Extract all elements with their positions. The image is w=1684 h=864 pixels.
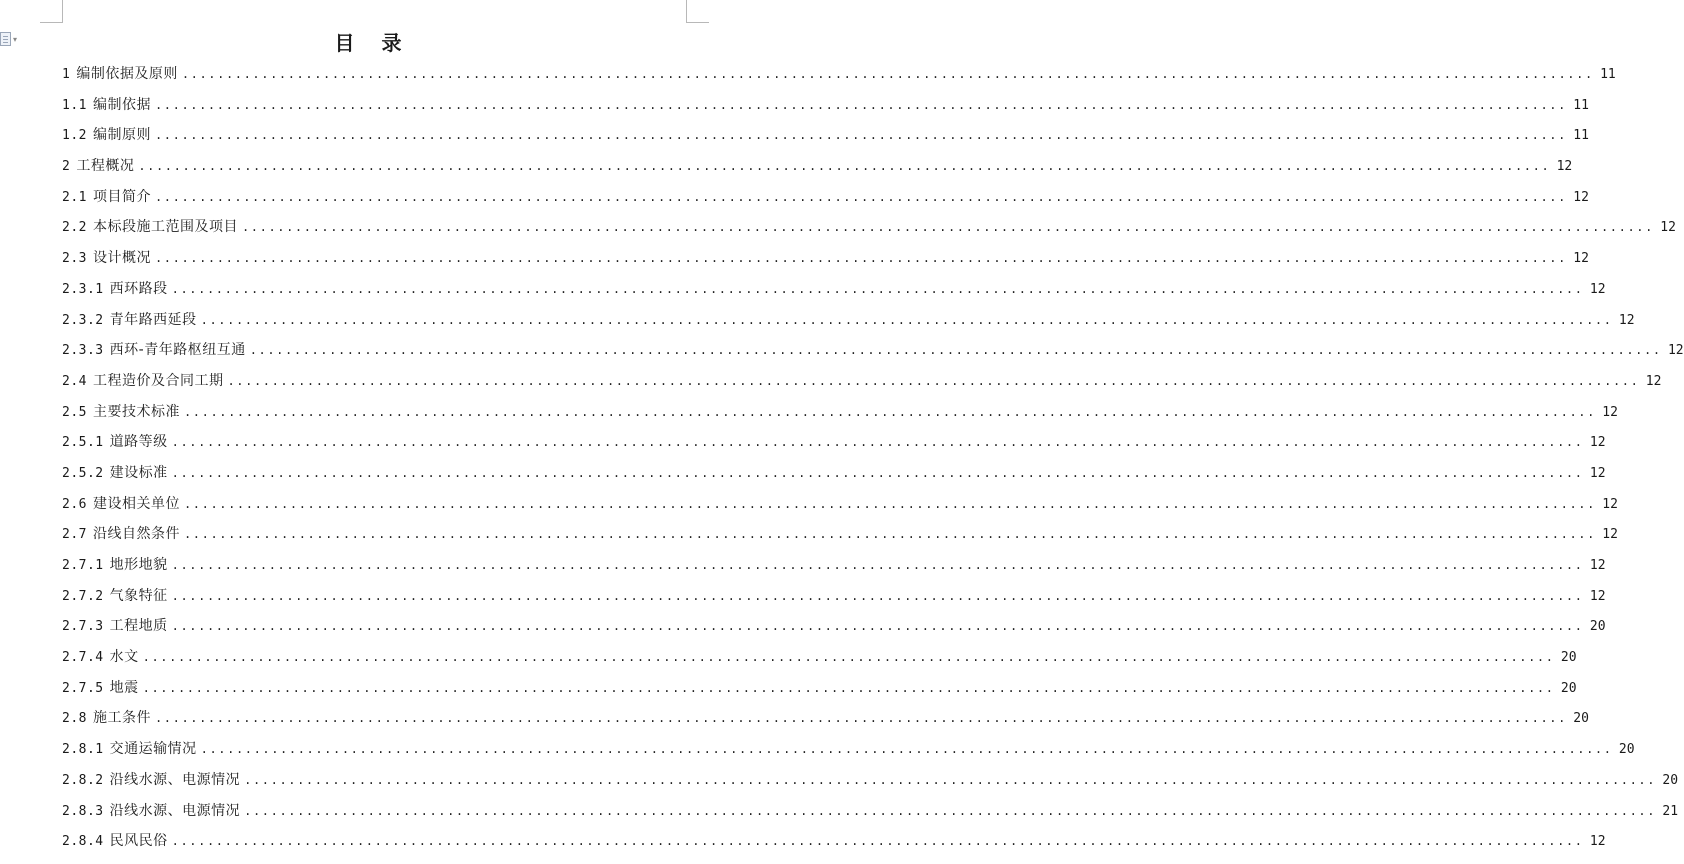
toc-entry-number: 2.2 [62, 220, 87, 236]
toc-entry-page: 12 [1602, 527, 1618, 543]
toc-entry-page: 11 [1573, 97, 1589, 113]
toc-entry-text: 西环路段 [109, 280, 168, 297]
toc-entry-text: 沿线水源、电源情况 [109, 802, 241, 819]
toc-entry-page: 21 [1662, 803, 1679, 819]
toc-entry-number: 2.1 [62, 189, 87, 205]
toc-entry[interactable] [62, 212, 1676, 243]
dot-leader: ................................................................................................................................................................ [142, 680, 1555, 695]
toc-entry-text: 道路等级 [109, 434, 168, 451]
toc-entry[interactable] [62, 673, 1577, 704]
toc-entry-number: 1.1 [62, 97, 87, 113]
dot-leader: ................................................................................................................................................................ [183, 404, 1596, 419]
dot-leader: ................................................................................................................................................................ [171, 558, 1584, 572]
toc-entry-number: 2.4 [62, 373, 87, 389]
toc-entry-text: 本标段施工范围及项目 [92, 219, 238, 236]
toc-entry-number: 2.8.2 [62, 772, 104, 788]
toc-entry-number: 2.7.5 [62, 680, 104, 696]
dot-leader: ................................................................................................................................................................ [154, 97, 1567, 112]
dot-leader: ................................................................................................................................................................ [181, 67, 1594, 81]
dot-leader: ................................................................................................................................................................ [154, 189, 1567, 204]
toc-entry-text: 编制依据 [92, 96, 151, 113]
toc-title: 目 录 [334, 31, 412, 55]
toc-entry-number: 2.6 [62, 496, 87, 512]
toc-entry[interactable] [62, 550, 1606, 581]
table-of-contents [62, 59, 1684, 857]
dot-leader: ................................................................................................................................................................ [171, 588, 1584, 603]
toc-entry-number: 1.2 [62, 128, 87, 144]
toc-entry-page: 12 [1589, 558, 1606, 573]
toc-entry-page: 12 [1556, 159, 1573, 175]
toc-entry-text: 施工条件 [92, 710, 151, 727]
toc-entry-text: 工程造价及合同工期 [92, 372, 224, 389]
dot-leader: ................................................................................................................................................................ [183, 496, 1596, 511]
toc-entry[interactable] [62, 796, 1679, 827]
toc-entry-number: 2.8 [62, 711, 87, 727]
toc-entry-number: 2.5.2 [62, 465, 104, 481]
dot-leader: ................................................................................................................................................................ [227, 373, 1640, 388]
toc-entry-number: 2.7.3 [62, 619, 104, 635]
margin-corner-top-right [686, 0, 709, 23]
toc-entry[interactable] [62, 120, 1589, 151]
toc-entry[interactable] [62, 734, 1635, 765]
toc-entry[interactable] [62, 243, 1589, 274]
dot-leader: ................................................................................................................................................................ [249, 343, 1662, 358]
toc-entry-page: 12 [1573, 189, 1589, 205]
toc-entry-page: 12 [1589, 588, 1606, 604]
toc-entry[interactable] [62, 581, 1606, 612]
dot-leader: ................................................................................................................................................................ [200, 312, 1613, 327]
toc-entry-page: 20 [1589, 619, 1606, 635]
toc-entry-page: 12 [1602, 496, 1618, 512]
toc-entry[interactable] [62, 642, 1577, 673]
toc-entry-number: 2.3.1 [62, 281, 104, 297]
toc-entry[interactable] [62, 489, 1618, 520]
dot-leader: ................................................................................................................................................................ [171, 619, 1584, 634]
toc-entry-page: 20 [1618, 742, 1635, 758]
toc-entry-page: 20 [1573, 711, 1589, 727]
toc-entry-number: 2.3 [62, 251, 87, 267]
toc-entry[interactable] [62, 151, 1573, 182]
dot-leader: ................................................................................................................................................................ [171, 834, 1584, 849]
toc-entry-number: 2.5.1 [62, 435, 104, 451]
dot-leader: ................................................................................................................................................................ [241, 220, 1654, 235]
toc-entry[interactable] [62, 458, 1606, 489]
toc-entry-number: 1 [62, 67, 71, 82]
dot-leader: ................................................................................................................................................................ [171, 465, 1584, 480]
toc-entry[interactable] [62, 90, 1589, 121]
toc-entry-page: 20 [1662, 772, 1679, 788]
dot-leader: ................................................................................................................................................................ [244, 772, 1657, 787]
toc-entry[interactable] [62, 397, 1618, 428]
toc-entry-text: 水文 [109, 649, 139, 666]
toc-entry-text: 交通运输情况 [109, 741, 197, 758]
toc-entry[interactable] [62, 519, 1618, 550]
toc-entry-text: 主要技术标准 [92, 403, 180, 420]
toc-entry-number: 2.8.1 [62, 742, 104, 758]
toc-entry[interactable] [62, 826, 1606, 857]
toc-entry-page: 12 [1602, 404, 1618, 420]
toc-entry[interactable] [62, 305, 1635, 336]
toc-entry-page: 12 [1645, 373, 1662, 389]
toc-entry-text: 工程概况 [76, 158, 135, 175]
toc-entry-number: 2.7.1 [62, 558, 104, 573]
toc-entry[interactable] [62, 274, 1606, 305]
toc-entry-page: 11 [1573, 128, 1589, 144]
toc-entry-text: 工程地质 [109, 618, 168, 635]
chevron-down-icon: ▾ [13, 34, 18, 44]
dot-leader: ................................................................................................................................................................ [171, 281, 1584, 296]
toc-entry-text: 编制依据及原则 [76, 66, 178, 82]
dot-leader: ................................................................................................................................................................ [154, 711, 1567, 726]
toc-entry-page: 12 [1660, 220, 1676, 236]
toc-entry-page: 12 [1667, 343, 1684, 359]
dot-leader: ................................................................................................................................................................ [171, 435, 1584, 450]
toc-entry-number: 2.7.4 [62, 650, 104, 666]
toc-entry-text: 青年路西延段 [109, 311, 197, 328]
dot-leader: ................................................................................................................................................................ [244, 803, 1657, 818]
toc-entry-text: 沿线自然条件 [92, 526, 180, 543]
toc-entry[interactable] [62, 182, 1589, 213]
dot-leader: ................................................................................................................................................................ [154, 128, 1567, 143]
toc-entry[interactable] [62, 611, 1606, 642]
dot-leader: ................................................................................................................................................................ [183, 527, 1596, 542]
toc-entry-text: 地震 [109, 679, 139, 696]
toc-entry-text: 项目简介 [92, 188, 151, 205]
toc-entry-page: 12 [1589, 465, 1606, 481]
toc-entry-number: 2.7.2 [62, 588, 104, 604]
toc-entry-number: 2.5 [62, 404, 87, 420]
toc-entry-text: 民风民俗 [109, 833, 168, 850]
toc-entry-page: 12 [1589, 281, 1606, 297]
toc-entry[interactable] [62, 59, 1616, 90]
dot-leader: ................................................................................................................................................................ [138, 159, 1551, 174]
toc-entry-text: 编制原则 [92, 127, 151, 144]
toc-entry-number: 2.3.2 [62, 312, 104, 328]
toc-entry-page: 20 [1560, 680, 1577, 696]
margin-corner-top-left [40, 0, 63, 23]
toc-entry-number: 2.3.3 [62, 343, 104, 359]
toc-entry-text: 气象特征 [109, 587, 168, 604]
toc-entry-text: 地形地貌 [109, 557, 168, 573]
toc-entry-page: 12 [1589, 834, 1606, 850]
toc-entry-page: 11 [1600, 67, 1616, 82]
toc-entry-text: 建设标准 [109, 464, 168, 481]
toc-entry[interactable] [62, 335, 1684, 366]
dot-leader: ................................................................................................................................................................ [142, 650, 1555, 665]
toc-entry[interactable] [62, 427, 1606, 458]
toc-entry-page: 12 [1573, 251, 1589, 267]
toc-entry-page: 12 [1618, 312, 1635, 328]
dot-leader: ................................................................................................................................................................ [154, 251, 1567, 266]
toc-entry[interactable] [62, 366, 1662, 397]
toc-entry-text: 西环-青年路枢纽互通 [109, 342, 246, 359]
toc-entry-number: 2.8.4 [62, 834, 104, 850]
toc-entry-text: 建设相关单位 [92, 495, 180, 512]
toc-entry-page: 20 [1560, 650, 1577, 666]
toc-entry-text: 沿线水源、电源情况 [109, 771, 241, 788]
dot-leader: ................................................................................................................................................................ [200, 742, 1613, 757]
toc-entry-number: 2 [62, 159, 71, 175]
toc-entry-number: 2.8.3 [62, 803, 104, 819]
toc-entry[interactable] [62, 703, 1589, 734]
toc-entry[interactable] [62, 765, 1679, 796]
toc-entry-text: 设计概况 [92, 250, 151, 267]
toc-entry-page: 12 [1589, 435, 1606, 451]
toc-entry-number: 2.7 [62, 527, 87, 543]
